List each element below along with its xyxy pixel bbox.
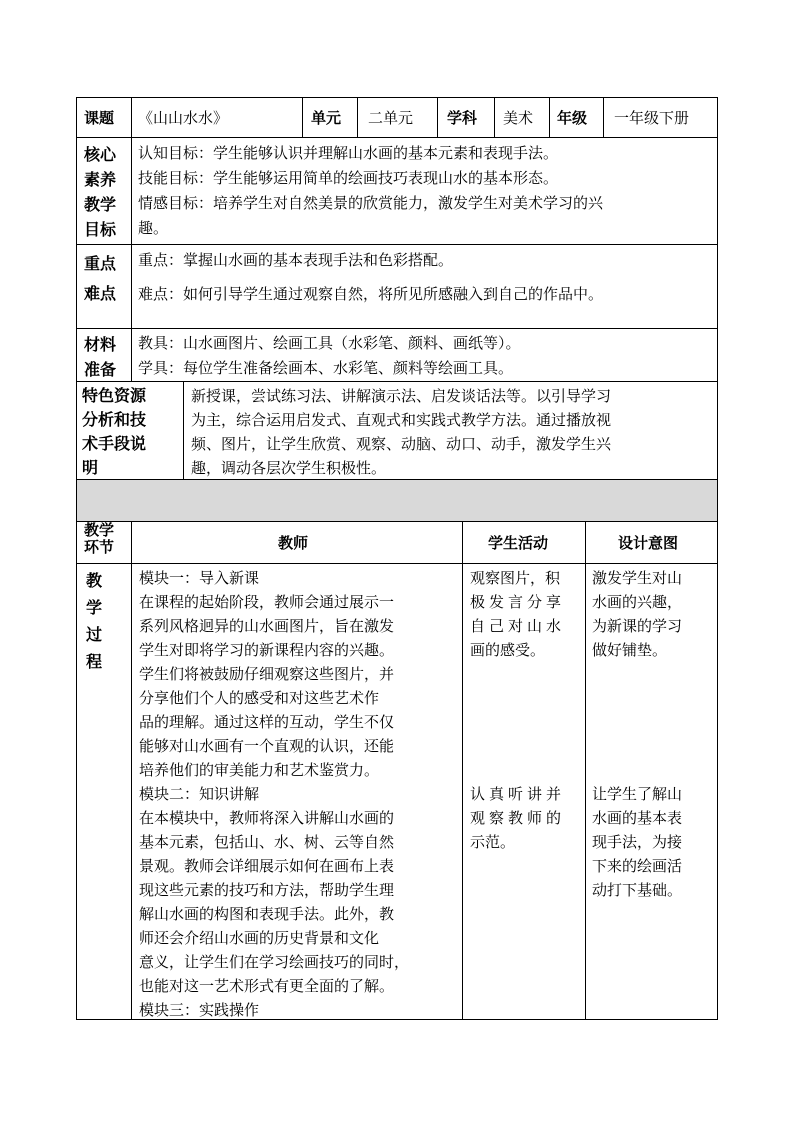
stage-header-line: 环节 bbox=[84, 538, 115, 556]
goals-label-line: 目标 bbox=[84, 220, 117, 239]
goals-label bbox=[84, 142, 116, 242]
table-border bbox=[76, 563, 718, 564]
separator-row bbox=[77, 480, 717, 521]
materials-text bbox=[138, 331, 521, 381]
intent-line: 做好铺垫。 bbox=[592, 641, 668, 659]
keypoints-label-line: 难点 bbox=[84, 284, 117, 303]
teacher-line: 品的理解。通过这样的互动，学生不仅 bbox=[139, 713, 395, 731]
unit-label: 单元 bbox=[311, 109, 342, 127]
keypoints-label bbox=[84, 249, 116, 309]
resources-label-line: 术手段说 bbox=[82, 434, 147, 453]
intent-line: 下来的绘画活 bbox=[592, 857, 683, 875]
teacher-activities bbox=[139, 566, 409, 1022]
table-border bbox=[76, 521, 718, 522]
grade-value: 一年级下册 bbox=[614, 109, 690, 127]
teacher-line: 意义，让学生们在学习绘画技巧的同时， bbox=[139, 953, 410, 971]
teacher-line: 师还会介绍山水画的历史背景和文化 bbox=[139, 929, 380, 947]
process-label-line: 教 bbox=[86, 571, 103, 590]
table-border bbox=[76, 97, 718, 98]
teacher-line: 基本元素，包括山、水、树、云等自然 bbox=[139, 833, 395, 851]
table-border bbox=[302, 97, 303, 137]
goals-text bbox=[138, 141, 603, 241]
difficulty: 难点：如何引导学生通过观察自然，将所见所感融入到自己的作品中。 bbox=[138, 285, 604, 303]
intent-line: 现手法，为接 bbox=[592, 833, 683, 851]
goals-label-line: 教学 bbox=[84, 195, 117, 214]
resources-label-line: 分析和技 bbox=[82, 410, 147, 429]
design-intent-2 bbox=[592, 782, 682, 902]
table-border bbox=[462, 521, 463, 1019]
module-title: 模块一：导入新课 bbox=[139, 569, 260, 587]
student-line: 认真听讲并 bbox=[470, 785, 566, 803]
intent-line: 水画的兴趣， bbox=[592, 593, 683, 611]
teacher-line: 解山水画的构图和表现手法。此外，教 bbox=[139, 905, 395, 923]
resources-line: 新授课，尝试练习法、讲解演示法、启发谈话法等。以引导学习 bbox=[191, 387, 612, 405]
intent-header: 设计意图 bbox=[618, 534, 679, 552]
intent-line: 让学生了解山 bbox=[592, 785, 683, 803]
teaching-aids: 教具：山水画图片、绘画工具（水彩笔、颜料、画纸等）。 bbox=[138, 334, 521, 352]
topic-label: 课题 bbox=[84, 109, 115, 127]
resources-text bbox=[191, 384, 611, 480]
topic-value: 《山山水水》 bbox=[138, 109, 229, 127]
process-label-line: 程 bbox=[86, 652, 103, 671]
resources-line: 为主，综合运用启发式、直观式和实践式教学方法。通过播放视 bbox=[191, 411, 612, 429]
resources-label-line: 特色资源 bbox=[82, 386, 147, 405]
goals-label-line: 核心 bbox=[84, 145, 117, 164]
student-header: 学生活动 bbox=[488, 534, 549, 552]
table-border bbox=[76, 328, 718, 329]
materials-label-line: 准备 bbox=[84, 360, 117, 379]
goal-emotion-cont: 趣。 bbox=[138, 219, 169, 237]
teacher-line: 在课程的起始阶段，教师会通过展示一 bbox=[139, 593, 395, 611]
table-border bbox=[76, 381, 718, 382]
teacher-line: 能够对山水画有一个直观的认识，还能 bbox=[139, 737, 395, 755]
student-line: 示范。 bbox=[470, 833, 516, 851]
table-border bbox=[131, 521, 132, 1019]
student-line: 观察图片，积 bbox=[470, 569, 561, 587]
table-border bbox=[603, 97, 604, 137]
intent-line: 为新课的学习 bbox=[592, 617, 683, 635]
key-point: 重点：掌握山水画的基本表现手法和色彩搭配。 bbox=[138, 251, 454, 269]
goal-emotion: 情感目标：培养学生对自然美景的欣赏能力，激发学生对美术学习的兴 bbox=[138, 194, 604, 212]
process-label bbox=[86, 567, 102, 675]
teacher-line: 也能对这一艺术形式有更全面的了解。 bbox=[139, 977, 395, 995]
table-border bbox=[76, 97, 77, 1020]
teacher-line: 在本模块中，教师将深入讲解山水画的 bbox=[139, 809, 395, 827]
table-border bbox=[585, 521, 586, 1019]
intent-line: 动打下基础。 bbox=[592, 881, 683, 899]
stage-header-line: 教学 bbox=[84, 521, 115, 539]
table-border bbox=[549, 97, 550, 137]
teacher-line: 学生对即将学习的新课程内容的兴趣。 bbox=[139, 641, 395, 659]
module-title: 模块二：知识讲解 bbox=[139, 785, 260, 803]
teacher-line: 培养他们的审美能力和艺术鉴赏力。 bbox=[139, 761, 380, 779]
intent-line: 激发学生对山 bbox=[592, 569, 683, 587]
goals-label-line: 素养 bbox=[84, 170, 117, 189]
table-border bbox=[131, 97, 132, 137]
intent-line: 水画的基本表 bbox=[592, 809, 683, 827]
resources-line: 趣，调动各层次学生积极性。 bbox=[191, 459, 387, 477]
stage-header bbox=[84, 522, 114, 556]
subject-label: 学科 bbox=[447, 109, 478, 127]
design-intent-1 bbox=[592, 566, 682, 662]
goal-cognitive: 认知目标：学生能够认识并理解山水画的基本元素和表现手法。 bbox=[138, 144, 559, 162]
teacher-line: 学生们将被鼓励仔细观察这些图片，并 bbox=[139, 665, 395, 683]
process-label-line: 学 bbox=[86, 598, 103, 617]
teacher-header: 教师 bbox=[278, 534, 309, 552]
resources-label-line: 明 bbox=[82, 458, 99, 477]
student-activity-1 bbox=[470, 566, 565, 662]
table-border bbox=[357, 97, 358, 137]
table-border bbox=[494, 97, 495, 137]
unit-value: 二单元 bbox=[368, 109, 414, 127]
table-border bbox=[76, 244, 718, 245]
table-border bbox=[76, 137, 718, 138]
subject-value: 美术 bbox=[503, 109, 534, 127]
module-title: 模块三：实践操作 bbox=[139, 1001, 260, 1019]
goal-skill: 技能目标：学生能够运用简单的绘画技巧表现山水的基本形态。 bbox=[138, 169, 559, 187]
keypoints-label-line: 重点 bbox=[84, 254, 117, 273]
materials-label-line: 材料 bbox=[84, 335, 117, 354]
materials-label bbox=[84, 332, 116, 382]
table-border bbox=[183, 381, 184, 479]
student-line: 自己对山水 bbox=[470, 617, 566, 635]
student-line: 画的感受。 bbox=[470, 641, 546, 659]
process-label-line: 过 bbox=[86, 625, 103, 644]
learning-aids: 学具：每位学生准备绘画本、水彩笔、颜料等绘画工具。 bbox=[138, 359, 514, 377]
grade-label: 年级 bbox=[557, 109, 588, 127]
teacher-line: 分享他们个人的感受和对这些艺术作 bbox=[139, 689, 380, 707]
resources-line: 频、图片，让学生欣赏、观察、动脑、动口、动手，激发学生兴 bbox=[191, 435, 612, 453]
teacher-line: 系列风格迥异的山水画图片，旨在激发 bbox=[139, 617, 395, 635]
student-line: 观察教师的 bbox=[470, 809, 566, 827]
student-activity-2 bbox=[470, 782, 565, 854]
table-border bbox=[131, 137, 132, 381]
resources-label bbox=[82, 384, 146, 480]
student-line: 极发言分享 bbox=[470, 593, 566, 611]
table-border bbox=[437, 97, 438, 137]
table-border bbox=[717, 97, 718, 1020]
teacher-line: 景观。教师会详细展示如何在画布上表 bbox=[139, 857, 395, 875]
teacher-line: 现这些元素的技巧和方法，帮助学生理 bbox=[139, 881, 395, 899]
